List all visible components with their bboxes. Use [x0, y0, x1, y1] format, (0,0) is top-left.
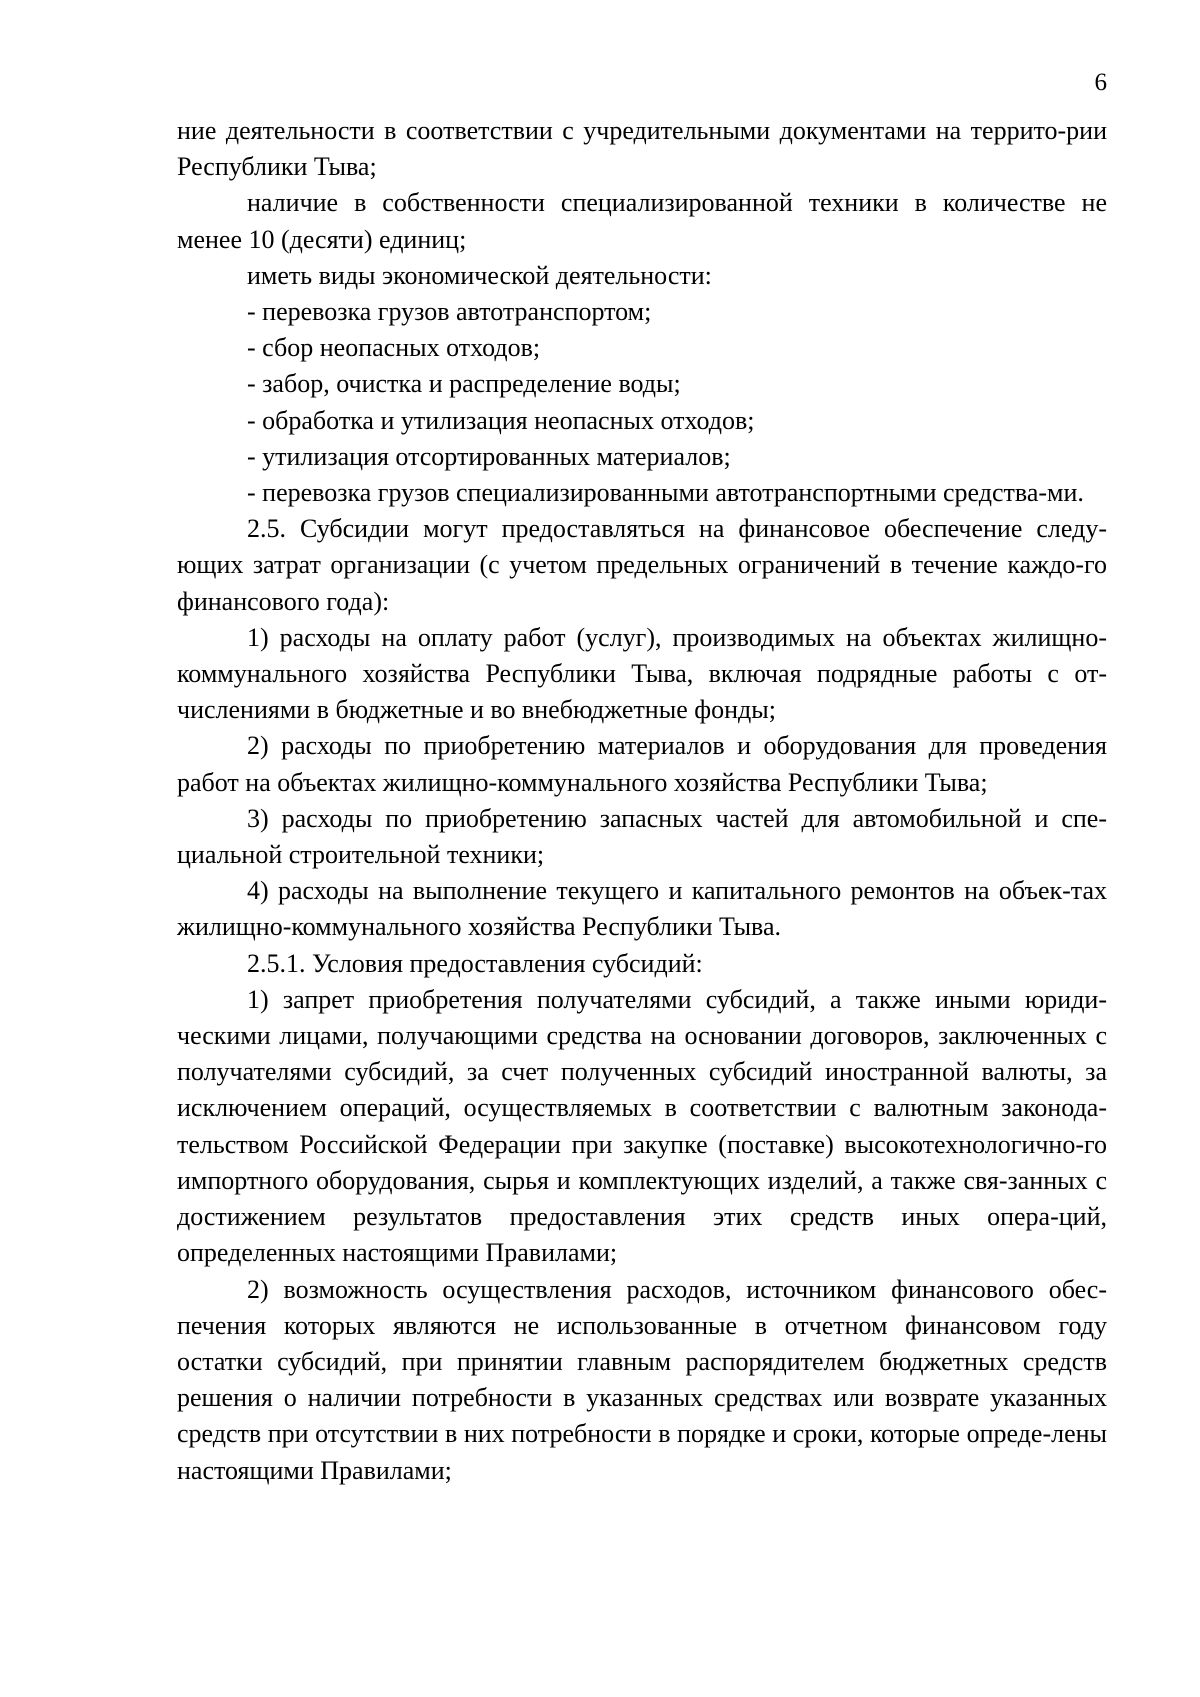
condition-item-1: 1) запрет приобретения получателями субсидий, а также иными юриди-ческими лицами, получающими средства на основании договоров, заключенных с получателями субсидий, за счет полученных субсидий иностранной валюты, за исключением операций, осуществляемых в соответствии с валютным законода-тельством Российской Федерации при закупке (поставке) высокотехнологично-го импортного оборудования, сырья и комплектующих изделий, а также свя-занных с достижением результатов предоставления этих средств иных опера-ций, определенных настоящими Правилами;	[177, 984, 1107, 1268]
expense-item-1: 1) расходы на оплату работ (услуг), производимых на объектах жилищно-коммунального хозяйства Республики Тыва, включая подрядные работы с от-числениями в бюджетные и во внебюджетные фонды;	[177, 622, 1107, 725]
list-item-activity: - перевозка грузов автотранспортом;	[247, 297, 652, 327]
expense-item-4: 4) расходы на выполнение текущего и капитального ремонтов на объек-тах жилищно-коммунального хозяйства Республики Тыва.	[177, 876, 1107, 942]
paragraph-activity-types-intro: иметь виды экономической деятельности:	[247, 260, 712, 290]
list-item-activity: - перевозка грузов специализированными автотранспортными средства-ми.	[247, 478, 1084, 508]
paragraph-equipment-requirement: наличие в собственности специализированной техники в количестве не менее 10 (десяти) единиц;	[177, 188, 1107, 254]
list-item-activity: - забор, очистка и распределение воды;	[247, 369, 681, 399]
expense-item-3: 3) расходы по приобретению запасных частей для автомобильной и спе-циальной строительной техники;	[177, 803, 1107, 870]
condition-item-2: 2) возможность осуществления расходов, источником финансового обес-печения которых являются не использованные в отчетном финансовом году остатки субсидий, при принятии главным распорядителем бюджетных средств решения о наличии потребности в указанных средствах или возврате указанных средств при отсутствии в них потребности в порядке и сроки, которые опреде-лены настоящими Правилами;	[177, 1274, 1107, 1485]
section-2-5-1-heading: 2.5.1. Условия предоставления субсидий:	[247, 948, 703, 978]
list-item-activity: - обработка и утилизация неопасных отходов;	[247, 405, 755, 435]
list-item-activity: - сбор неопасных отходов;	[247, 333, 541, 363]
expense-item-2: 2) расходы по приобретению материалов и оборудования для проведения работ на объектах жилищно-коммунального хозяйства Республики Тыва;	[177, 731, 1107, 797]
paragraph-continuation: ние деятельности в соответствии с учредительными документами на террито-рии Республики Тыва;	[177, 116, 1107, 182]
document-body	[177, 113, 1107, 1489]
section-2-5: 2.5. Субсидии могут предоставляться на финансовое обеспечение следу-ющих затрат организации (с учетом предельных ограничений в течение каждо-го финансового года):	[177, 514, 1107, 616]
list-item-activity: - утилизация отсортированных материалов;	[247, 441, 731, 471]
page-number: 6	[1094, 69, 1107, 96]
